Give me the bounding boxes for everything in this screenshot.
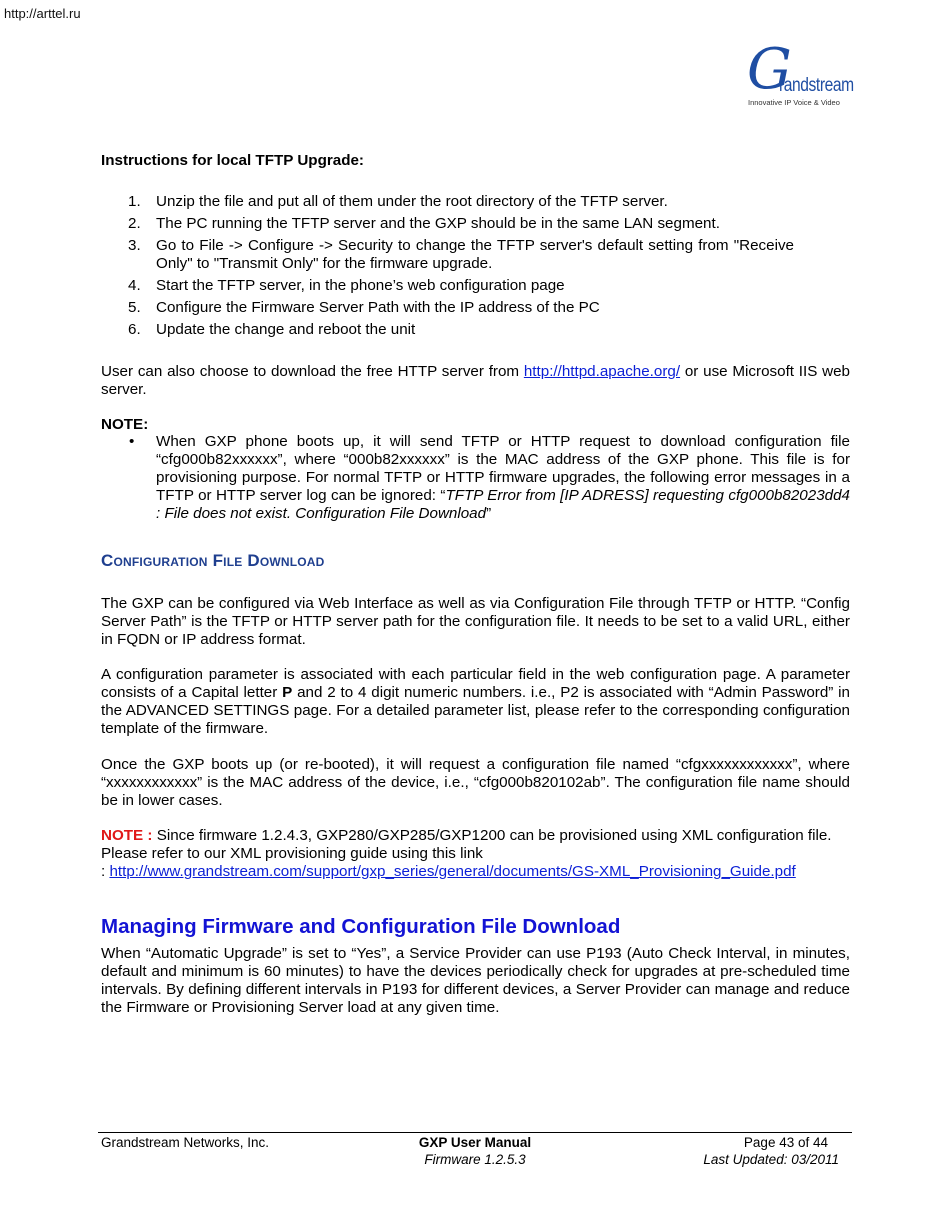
step-text: The PC running the TFTP server and the GXP should be in the same LAN segment. [156, 215, 720, 232]
managing-para-wrap [101, 945, 850, 1017]
logo-brand: randstream [779, 75, 854, 96]
logo-letter: G [747, 37, 792, 102]
managing-heading: Managing Firmware and Configuration File Download [101, 915, 621, 938]
step-text: Go to File -> Configure -> Security to change the TFTP server's default setting from "Receive Only" to "Transmit Only" for the firmware upgrade. [156, 237, 794, 272]
note-list [101, 433, 850, 523]
config-section-heading: Configuration File Download [101, 551, 325, 570]
note-section [101, 416, 850, 523]
list-item [101, 277, 794, 295]
grandstream-logo [745, 37, 854, 110]
footer-manual-title: GXP User Manual [418, 1135, 532, 1150]
config-para-2 [101, 666, 850, 738]
config-para-1: The GXP can be configured via Web Interface as well as via Configuration File through TFTP or HTTP. “Config Server Path” is the TFTP or HTTP server path for the configuration file. It needs to be set to a valid URL, either in FQDN or IP address format. [101, 595, 850, 648]
instructions-list [101, 193, 850, 339]
step-number: 2. [128, 215, 141, 232]
xml-note-wrap [101, 827, 850, 881]
step-number: 1. [128, 193, 141, 210]
step-number: 3. [128, 237, 141, 254]
note-error-message: TFTP Error from [IP ADRESS] requesting cfg000b82023dd4 : File does not exist. Configuration File Download [156, 487, 850, 522]
step-number: 4. [128, 277, 141, 294]
list-item [101, 193, 794, 211]
note-text-end: ” [486, 505, 492, 522]
logo-tagline: Innovative IP Voice & Video [748, 98, 840, 107]
step-text: Unzip the file and put all of them under the root directory of the TFTP server. [156, 193, 668, 210]
managing-heading-wrap [101, 915, 850, 939]
http-server-paragraph [101, 363, 850, 399]
step-text: Start the TFTP server, in the phone’s web configuration page [156, 277, 565, 294]
step-number: 6. [128, 321, 141, 338]
xml-note [101, 827, 850, 881]
config-para-2-a: A configuration parameter is associated with each particular field in the web configuration page. A parameter consists of a Capital letter [101, 666, 850, 701]
footer-company: Grandstream Networks, Inc. [101, 1135, 270, 1150]
note-label: NOTE: [101, 416, 149, 433]
config-para-3: Once the GXP boots up (or re-booted), it will request a configuration file named “cfgxxxxxxxxxxxx”, where “xxxxxxxxxxxx” is the MAC address of the device, i.e., “cfg000b820102ab”. The configuration file name should be in lower cases. [101, 756, 850, 809]
instructions-list-wrap [101, 193, 850, 343]
config-section-heading-wrap [101, 551, 850, 571]
xml-note-label: NOTE : [101, 827, 153, 844]
xml-note-text: Since firmware 1.2.4.3, GXP280/GXP285/GXP1200 can be provisioned using XML configuration file. Please refer to our XML provisioning guide using this link [101, 827, 832, 862]
config-para-2-b: and 2 to 4 digit numeric numbers. i.e., P2 is associated with “Admin Password” in the ADVANCED SETTINGS page. For a detailed parameter list, please refer to the corresponding configuration template of the firmware. [101, 684, 850, 737]
footer-divider [98, 1132, 852, 1133]
config-para-2-bold: P [282, 684, 293, 701]
instructions-title: Instructions for local TFTP Upgrade: [101, 152, 364, 169]
bullet-icon: • [129, 433, 135, 450]
config-para-3-wrap [101, 756, 850, 810]
list-item [101, 215, 794, 233]
apache-link[interactable]: http://httpd.apache.org/ [523, 363, 681, 380]
footer-last-updated: Last Updated: 03/2011 [703, 1152, 839, 1167]
instructions-section [101, 152, 850, 169]
config-para-2-wrap [101, 666, 850, 738]
xml-note-prefix: : [101, 863, 110, 880]
http-text-after: or use Microsoft IIS web server. [101, 363, 850, 398]
list-item [101, 433, 850, 523]
note-text: When GXP phone boots up, it will send TFTP or HTTP request to download configuration file “cfg000b82xxxxxx”, where “000b82xxxxxx” is the MAC address of the GXP phone. This file is for provisioning purpose. For normal TFTP or HTTP firmware upgrades, the following error messages in a TFTP or HTTP server log can be ignored: “ [156, 433, 850, 504]
step-number: 5. [128, 299, 141, 316]
footer-firmware: Firmware 1.2.5.3 [424, 1152, 526, 1167]
config-para-1-wrap [101, 595, 850, 649]
list-item [101, 321, 794, 339]
list-item [101, 299, 794, 317]
footer-page-number: Page 43 of 44 [743, 1135, 828, 1150]
step-text: Configure the Firmware Server Path with the IP address of the PC [156, 299, 600, 316]
xml-guide-link[interactable]: http://www.grandstream.com/support/gxp_series/general/documents/GS-XML_Provisioning_Guide.pdf [109, 863, 796, 880]
step-text: Update the change and reboot the unit [156, 321, 416, 338]
source-url: http://arttel.ru [4, 6, 81, 21]
managing-para: When “Automatic Upgrade” is set to “Yes”, a Service Provider can use P193 (Auto Check Interval, in minutes, default and minimum is 60 minutes) to have the devices periodically check for upgrades at pre-scheduled time intervals. By defining different intervals in P193 for different devices, a Server Provider can manage and reduce the Firmware or Provisioning Server load at any given time. [101, 945, 850, 1016]
http-text-before: User can also choose to download the free HTTP server from [101, 363, 524, 380]
list-item [101, 237, 794, 273]
